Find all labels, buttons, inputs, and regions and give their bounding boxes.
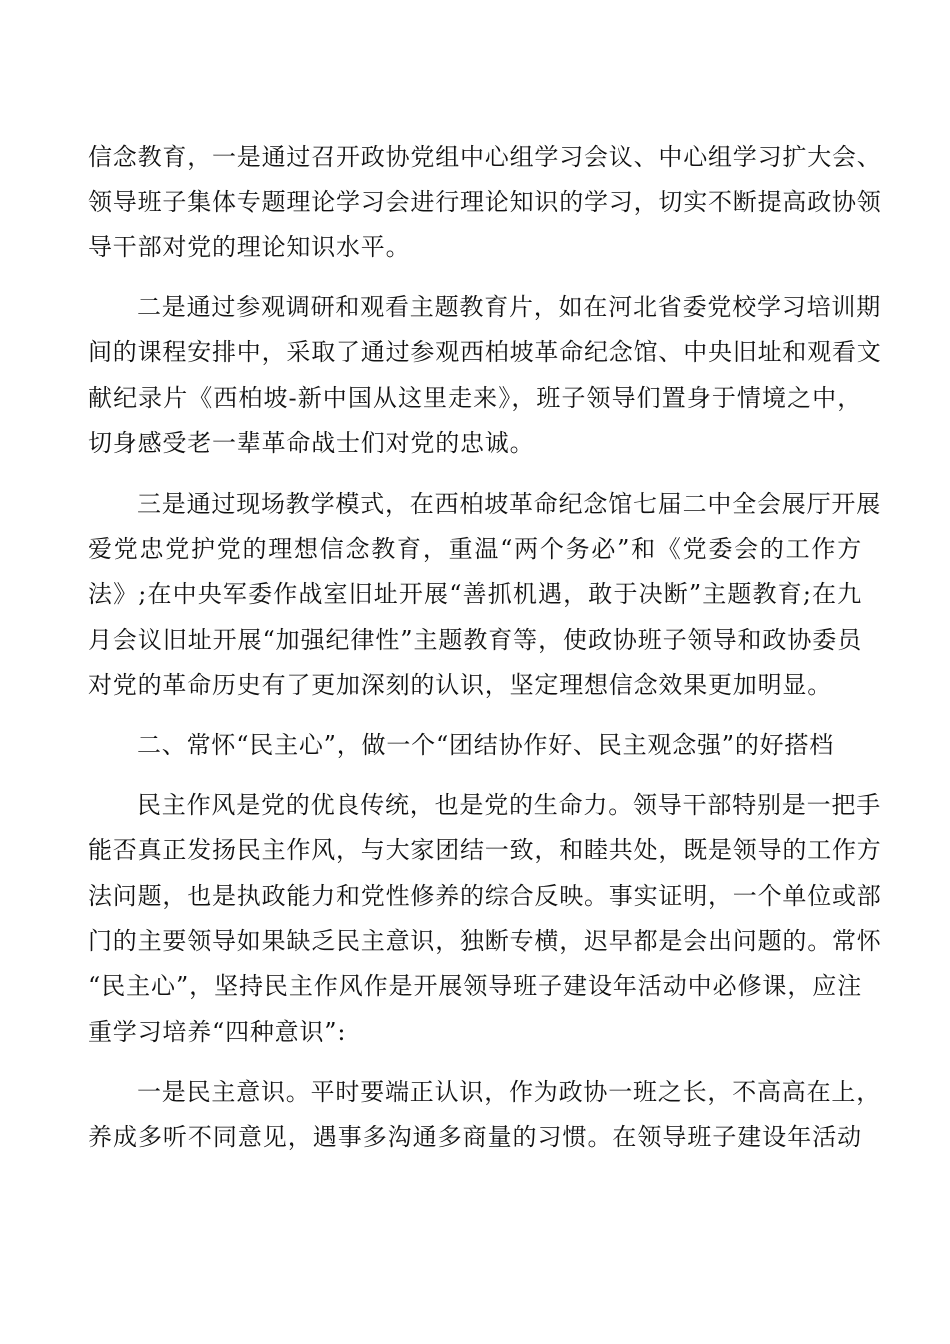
paragraph-line: 信念教育，一是通过召开政协党组中心组学习会议、中心组学习扩大会、: [88, 143, 882, 171]
paragraph-line: 对党的革命历史有了更加深刻的认识，坚定理想信念效果更加明显。: [88, 671, 832, 699]
paragraph-line: 养成多听不同意见，遇事多沟通多商量的习惯。在领导班子建设年活动: [88, 1123, 862, 1151]
section-heading: 二、常怀“民主心”，做一个“团结协作好、民主观念强”的好搭档: [137, 731, 835, 759]
paragraph-line: 门的主要领导如果缺乏民主意识，独断专横，迟早都是会出问题的。常怀: [88, 927, 882, 955]
paragraph-line: 重学习培养“四种意识”:: [88, 1018, 347, 1046]
paragraph-line: 间的课程安排中，采取了通过参观西柏坡革命纪念馆、中央旧址和观看文: [88, 338, 882, 366]
paragraph-line: 能否真正发扬民主作风，与大家团结一致，和睦共处，既是领导的工作方: [88, 836, 882, 864]
paragraph-line: 二是通过参观调研和观看主题教育片，如在河北省委党校学习培训期: [137, 293, 881, 321]
paragraph-line: 切身感受老一辈革命战士们对党的忠诚。: [88, 429, 535, 457]
paragraph-line: 月会议旧址开展“加强纪律性”主题教育等，使政协班子领导和政协委员: [88, 626, 862, 654]
paragraph-line: 一是民主意识。平时要端正认识，作为政协一班之长，不高高在上，: [137, 1078, 881, 1106]
paragraph-line: 献纪录片《西柏坡-新中国从这里走来》，班子领导们置身于情境之中，: [88, 384, 862, 412]
paragraph-line: 领导班子集体专题理论学习会进行理论知识的学习，切实不断提高政协领: [88, 188, 882, 216]
paragraph-line: 三是通过现场教学模式，在西柏坡革命纪念馆七届二中全会展厅开展: [137, 490, 881, 518]
paragraph-line: 爱党忠党护党的理想信念教育，重温“两个务必”和《党委会的工作方: [88, 535, 862, 563]
paragraph-line: “民主心”，坚持民主作风作是开展领导班子建设年活动中必修课，应注: [88, 972, 862, 1000]
paragraph-line: 法》;在中央军委作战室旧址开展“善抓机遇，敢于决断”主题教育;在九: [88, 580, 862, 608]
paragraph-line: 民主作风是党的优良传统，也是党的生命力。领导干部特别是一把手: [137, 791, 881, 819]
paragraph-line: 导干部对党的理论知识水平。: [88, 233, 411, 261]
paragraph-line: 法问题，也是执政能力和党性修养的综合反映。事实证明，一个单位或部: [88, 882, 882, 910]
